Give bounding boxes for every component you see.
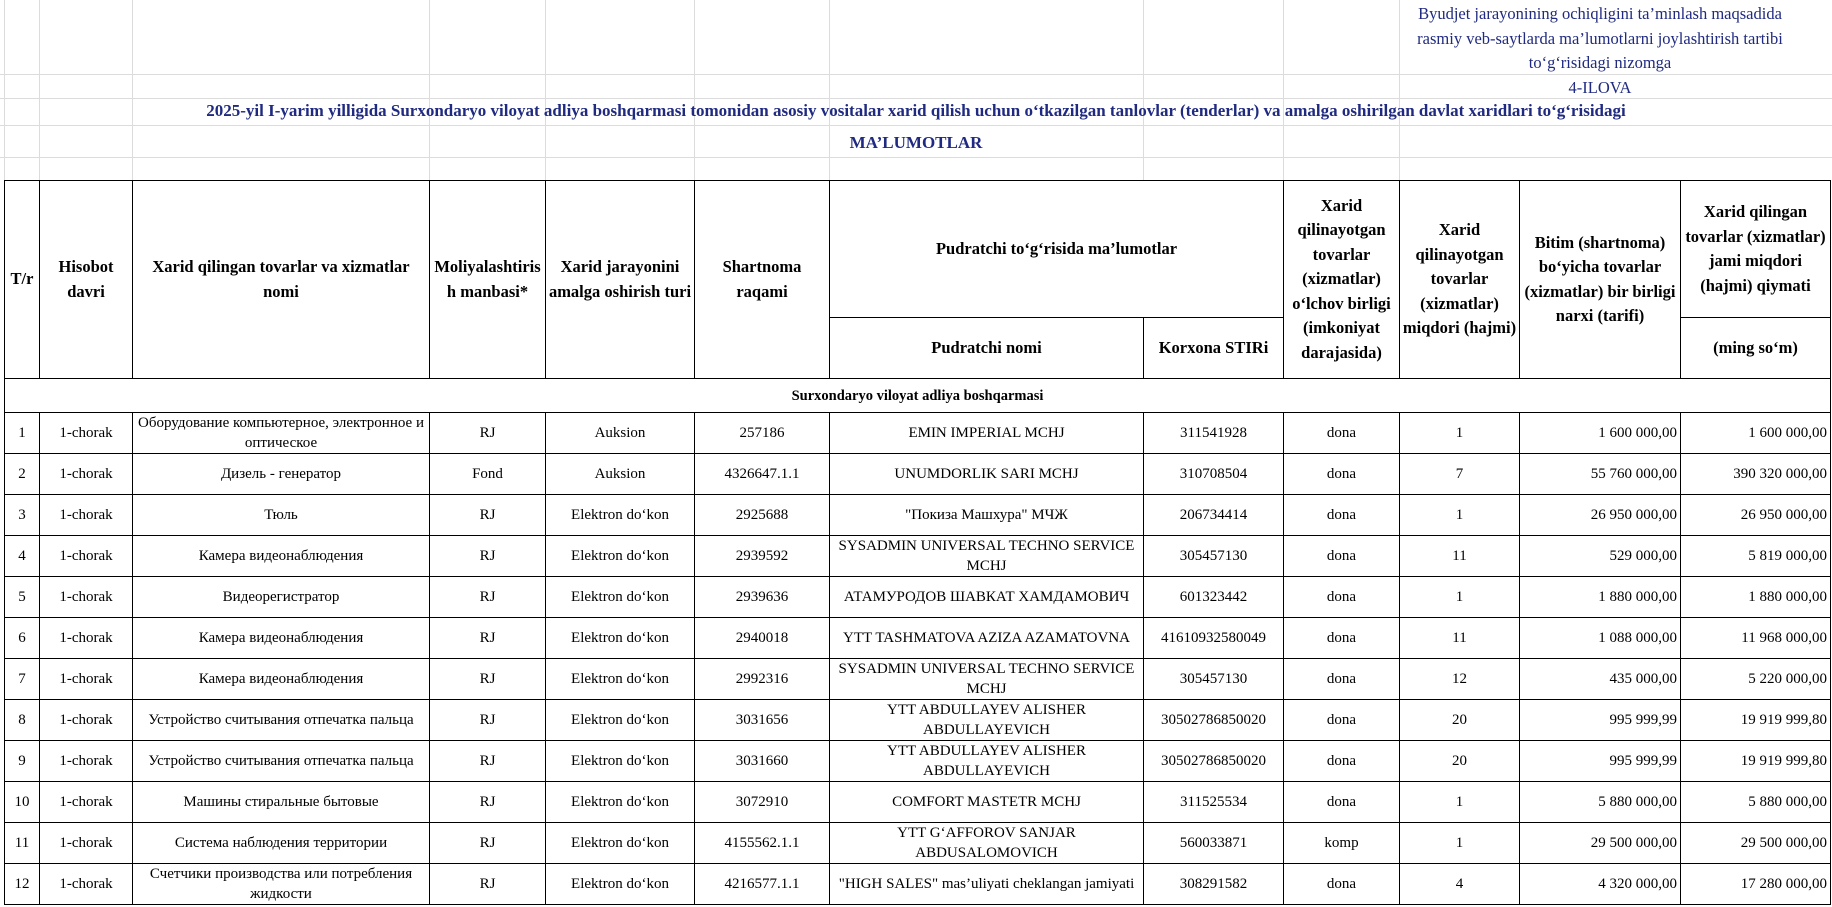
cell-total: 1 880 000,00	[1681, 577, 1831, 618]
col-header-unit: Xarid qilinayotgan tovarlar (xizmatlar) o‘lchov birligi (imkoniyat darajasida)	[1284, 181, 1400, 379]
cell-period: 1-chorak	[40, 495, 133, 536]
cell-stir: 30502786850020	[1144, 741, 1284, 782]
cell-total: 17 280 000,00	[1681, 864, 1831, 905]
cell-quantity: 11	[1400, 618, 1520, 659]
cell-source: RJ	[430, 495, 546, 536]
cell-total: 390 320 000,00	[1681, 454, 1831, 495]
annex-note-line: to‘g‘risidagi nizomga	[1528, 53, 1672, 72]
cell-goods: Дизель - генератор	[133, 454, 430, 495]
cell-contract-number: 2992316	[695, 659, 830, 700]
cell-unit: dona	[1284, 782, 1400, 823]
cell-period: 1-chorak	[40, 823, 133, 864]
cell-contractor-name: YTT ABDULLAYEV ALISHER ABDULLAYEVICH	[830, 700, 1144, 741]
cell-row-number: 6	[5, 618, 40, 659]
cell-source: RJ	[430, 536, 546, 577]
cell-quantity: 1	[1400, 413, 1520, 454]
cell-contract-number: 2939592	[695, 536, 830, 577]
cell-contractor-name: UNUMDORLIK SARI MCHJ	[830, 454, 1144, 495]
cell-stir: 310708504	[1144, 454, 1284, 495]
cell-quantity: 1	[1400, 495, 1520, 536]
cell-period: 1-chorak	[40, 454, 133, 495]
cell-source: Fond	[430, 454, 546, 495]
col-header-period: Hisobot davri	[40, 181, 133, 379]
col-header-contractor-group: Pudratchi to‘g‘risida ma’lumotlar	[830, 181, 1284, 318]
cell-stir: 305457130	[1144, 536, 1284, 577]
cell-quantity: 1	[1400, 782, 1520, 823]
cell-row-number: 10	[5, 782, 40, 823]
cell-procedure: Elektron do‘kon	[546, 659, 695, 700]
cell-goods: Видеорегистратор	[133, 577, 430, 618]
annex-number: 4-ILOVA	[1568, 77, 1632, 97]
cell-total: 5 880 000,00	[1681, 782, 1831, 823]
cell-unit-price: 55 760 000,00	[1520, 454, 1681, 495]
col-header-contractor-name: Pudratchi nomi	[830, 318, 1144, 379]
cell-contractor-name: YTT G‘AFFOROV SANJAR ABDUSALOMOVICH	[830, 823, 1144, 864]
cell-procedure: Elektron do‘kon	[546, 495, 695, 536]
cell-stir: 601323442	[1144, 577, 1284, 618]
cell-contractor-name: "Покиза Машхура" МЧЖ	[830, 495, 1144, 536]
cell-contract-number: 4216577.1.1	[695, 864, 830, 905]
cell-stir: 30502786850020	[1144, 700, 1284, 741]
cell-quantity: 1	[1400, 823, 1520, 864]
cell-unit-price: 995 999,99	[1520, 741, 1681, 782]
cell-stir: 41610932580049	[1144, 618, 1284, 659]
cell-unit-price: 435 000,00	[1520, 659, 1681, 700]
cell-period: 1-chorak	[40, 577, 133, 618]
cell-quantity: 1	[1400, 577, 1520, 618]
col-header-goods: Xarid qilingan tovarlar va xizmatlar nomi	[133, 181, 430, 379]
cell-stir: 206734414	[1144, 495, 1284, 536]
cell-unit-price: 995 999,99	[1520, 700, 1681, 741]
cell-source: RJ	[430, 618, 546, 659]
cell-goods: Камера видеонаблюдения	[133, 536, 430, 577]
cell-procedure: Elektron do‘kon	[546, 782, 695, 823]
col-header-source: Moliyalashtirish manbasi*	[430, 181, 546, 379]
col-header-stir: Korxona STIRi	[1144, 318, 1284, 379]
cell-total: 5 819 000,00	[1681, 536, 1831, 577]
cell-unit-price: 1 880 000,00	[1520, 577, 1681, 618]
cell-period: 1-chorak	[40, 659, 133, 700]
cell-period: 1-chorak	[40, 536, 133, 577]
annex-note	[1400, 2, 1800, 100]
cell-unit: dona	[1284, 864, 1400, 905]
cell-source: RJ	[430, 577, 546, 618]
cell-procedure: Elektron do‘kon	[546, 741, 695, 782]
table-row	[5, 454, 1831, 495]
cell-procedure: Elektron do‘kon	[546, 577, 695, 618]
cell-source: RJ	[430, 700, 546, 741]
cell-quantity: 4	[1400, 864, 1520, 905]
annex-note-line: Byudjet jarayonining ochiqligini ta’minlash maqsadida	[1418, 4, 1782, 23]
col-header-total: Xarid qilingan tovarlar (xizmatlar) jami miqdori (hajmi) qiymati	[1681, 181, 1831, 318]
cell-unit-price: 4 320 000,00	[1520, 864, 1681, 905]
report-subtitle: MA’LUMOTLAR	[849, 133, 983, 152]
cell-row-number: 4	[5, 536, 40, 577]
table-row	[5, 536, 1831, 577]
cell-contractor-name: АТАМУРОДОВ ШАВКАТ ХАМДАМОВИЧ	[830, 577, 1144, 618]
cell-contractor-name: YTT TASHMATOVA AZIZA AZAMATOVNA	[830, 618, 1144, 659]
cell-row-number: 1	[5, 413, 40, 454]
table-row	[5, 782, 1831, 823]
col-header-procedure: Xarid jarayonini amalga oshirish turi	[546, 181, 695, 379]
table-row	[5, 741, 1831, 782]
cell-stir: 311525534	[1144, 782, 1284, 823]
cell-unit: dona	[1284, 659, 1400, 700]
cell-stir: 308291582	[1144, 864, 1284, 905]
cell-row-number: 12	[5, 864, 40, 905]
col-header-quantity: Xarid qilinayotgan tovarlar (xizmatlar) miqdori (hajmi)	[1400, 181, 1520, 379]
cell-contractor-name: "HIGH SALES" mas’uliyati cheklangan jamiyati	[830, 864, 1144, 905]
cell-contract-number: 4326647.1.1	[695, 454, 830, 495]
col-header-unit-price: Bitim (shartnoma) bo‘yicha tovarlar (xizmatlar) bir birligi narxi (tarifi)	[1520, 181, 1681, 379]
cell-total: 11 968 000,00	[1681, 618, 1831, 659]
cell-unit-price: 1 600 000,00	[1520, 413, 1681, 454]
cell-total: 19 919 999,80	[1681, 700, 1831, 741]
report-title: 2025-yil I-yarim yilligida Surxondaryo viloyat adliya boshqarmasi tomonidan asosiy vositalar xarid qilish uchun o‘tkazilgan tanlovlar (tenderlar) va amalga oshirilgan davlat xaridlari to‘g‘risidagi	[206, 101, 1626, 120]
cell-row-number: 7	[5, 659, 40, 700]
cell-procedure: Elektron do‘kon	[546, 700, 695, 741]
cell-unit: dona	[1284, 413, 1400, 454]
cell-row-number: 9	[5, 741, 40, 782]
cell-unit-price: 1 088 000,00	[1520, 618, 1681, 659]
cell-quantity: 7	[1400, 454, 1520, 495]
cell-contract-number: 2925688	[695, 495, 830, 536]
cell-total: 26 950 000,00	[1681, 495, 1831, 536]
cell-row-number: 2	[5, 454, 40, 495]
cell-source: RJ	[430, 864, 546, 905]
cell-source: RJ	[430, 782, 546, 823]
cell-period: 1-chorak	[40, 782, 133, 823]
cell-contractor-name: SYSADMIN UNIVERSAL TECHNO SERVICE MCHJ	[830, 659, 1144, 700]
cell-unit: dona	[1284, 577, 1400, 618]
cell-quantity: 20	[1400, 741, 1520, 782]
cell-contract-number: 4155562.1.1	[695, 823, 830, 864]
annex-note-line: rasmiy veb-saytlarda ma’lumotlarni joylashtirish tartibi	[1417, 28, 1783, 48]
cell-contract-number: 3031656	[695, 700, 830, 741]
cell-contractor-name: EMIN IMPERIAL MCHJ	[830, 413, 1144, 454]
cell-period: 1-chorak	[40, 618, 133, 659]
cell-period: 1-chorak	[40, 864, 133, 905]
cell-quantity: 12	[1400, 659, 1520, 700]
cell-source: RJ	[430, 413, 546, 454]
cell-procedure: Elektron do‘kon	[546, 864, 695, 905]
table-row	[5, 659, 1831, 700]
cell-quantity: 11	[1400, 536, 1520, 577]
cell-goods: Система наблюдения территории	[133, 823, 430, 864]
cell-unit: dona	[1284, 536, 1400, 577]
cell-stir: 560033871	[1144, 823, 1284, 864]
cell-unit: dona	[1284, 618, 1400, 659]
cell-goods: Машины стиральные бытовые	[133, 782, 430, 823]
cell-period: 1-chorak	[40, 413, 133, 454]
cell-quantity: 20	[1400, 700, 1520, 741]
table-row	[5, 495, 1831, 536]
col-header-tr: T/r	[5, 181, 40, 379]
cell-unit-price: 5 880 000,00	[1520, 782, 1681, 823]
table-row	[5, 618, 1831, 659]
cell-row-number: 11	[5, 823, 40, 864]
cell-procedure: Elektron do‘kon	[546, 823, 695, 864]
cell-contractor-name: YTT ABDULLAYEV ALISHER ABDULLAYEVICH	[830, 741, 1144, 782]
cell-unit: dona	[1284, 495, 1400, 536]
table-row	[5, 700, 1831, 741]
cell-goods: Оборудование компьютерное, электронное и оптическое	[133, 413, 430, 454]
cell-contract-number: 3072910	[695, 782, 830, 823]
cell-procedure: Auksion	[546, 413, 695, 454]
cell-procedure: Elektron do‘kon	[546, 618, 695, 659]
cell-total: 29 500 000,00	[1681, 823, 1831, 864]
cell-stir: 311541928	[1144, 413, 1284, 454]
cell-unit-price: 529 000,00	[1520, 536, 1681, 577]
cell-unit-price: 26 950 000,00	[1520, 495, 1681, 536]
cell-source: RJ	[430, 823, 546, 864]
cell-unit: dona	[1284, 700, 1400, 741]
cell-total: 5 220 000,00	[1681, 659, 1831, 700]
cell-period: 1-chorak	[40, 741, 133, 782]
cell-source: RJ	[430, 659, 546, 700]
cell-procedure: Auksion	[546, 454, 695, 495]
col-header-total-unit: (ming so‘m)	[1681, 318, 1831, 379]
cell-stir: 305457130	[1144, 659, 1284, 700]
col-header-contract: Shartnoma raqami	[695, 181, 830, 379]
cell-row-number: 5	[5, 577, 40, 618]
cell-goods: Камера видеонаблюдения	[133, 659, 430, 700]
cell-unit: komp	[1284, 823, 1400, 864]
cell-contractor-name: SYSADMIN UNIVERSAL TECHNO SERVICE MCHJ	[830, 536, 1144, 577]
cell-contract-number: 3031660	[695, 741, 830, 782]
section-title: Surxondaryo viloyat adliya boshqarmasi	[5, 379, 1831, 413]
cell-goods: Камера видеонаблюдения	[133, 618, 430, 659]
cell-unit: dona	[1284, 454, 1400, 495]
cell-contract-number: 2940018	[695, 618, 830, 659]
cell-period: 1-chorak	[40, 700, 133, 741]
cell-contract-number: 257186	[695, 413, 830, 454]
cell-goods: Устройство считывания отпечатка пальца	[133, 741, 430, 782]
cell-goods: Счетчики производства или потребления жидкости	[133, 864, 430, 905]
table-row	[5, 864, 1831, 905]
cell-source: RJ	[430, 741, 546, 782]
cell-row-number: 3	[5, 495, 40, 536]
table-row	[5, 577, 1831, 618]
procurement-table	[4, 180, 1831, 905]
cell-goods: Тюль	[133, 495, 430, 536]
cell-unit-price: 29 500 000,00	[1520, 823, 1681, 864]
cell-procedure: Elektron do‘kon	[546, 536, 695, 577]
table-row	[5, 413, 1831, 454]
cell-row-number: 8	[5, 700, 40, 741]
cell-total: 1 600 000,00	[1681, 413, 1831, 454]
cell-contract-number: 2939636	[695, 577, 830, 618]
cell-contractor-name: COMFORT MASTETR MCHJ	[830, 782, 1144, 823]
cell-unit: dona	[1284, 741, 1400, 782]
table-row	[5, 823, 1831, 864]
cell-total: 19 919 999,80	[1681, 741, 1831, 782]
cell-goods: Устройство считывания отпечатка пальца	[133, 700, 430, 741]
